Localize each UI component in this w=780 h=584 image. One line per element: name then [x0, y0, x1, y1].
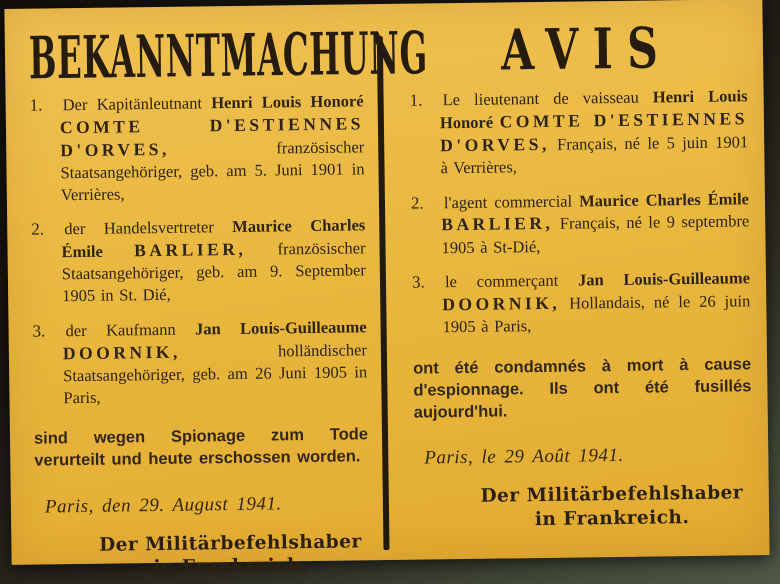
person-surname: COMTE D'ESTIENNES D'ORVES,	[440, 108, 749, 156]
item-lead: le commerçant	[444, 270, 579, 292]
item-details: französischer Staatsangehöriger, geb. am 5. Juni 1901 in Verrières,	[60, 137, 365, 204]
person-name: Henri Louis Honoré	[439, 86, 748, 133]
verdict-fr: ont été condamnés à mort à cause d'espionnage. Ils ont été fusillés aujourd'hui.	[413, 355, 752, 422]
signature-line2: in Frankreich.	[534, 507, 690, 531]
person-surname: COMTE D'ESTIENNES D'ORVES,	[59, 113, 365, 161]
signature-fr	[443, 481, 780, 533]
item-number: 2.	[31, 219, 45, 240]
dateline-de: Paris, den 29. August 1941.	[44, 493, 282, 518]
item-details: Hollandais, né le 26 juin 1905 à Paris,	[442, 291, 751, 337]
item-text	[60, 90, 365, 205]
decree-item-de-1	[30, 90, 365, 206]
person-name: Jan Louis-Guilleaume	[577, 268, 751, 290]
person-surname: BARLIER,	[134, 239, 247, 261]
verdict-de: sind wegen Spionage zum Tode verurteilt und heute erschossen worden.	[33, 425, 369, 470]
french-heading	[409, 14, 748, 83]
item-lead: Der Kapitänleutnant	[62, 93, 212, 115]
signature-line2: in Frankreich.	[153, 555, 309, 579]
decree-item-de-3	[32, 316, 367, 409]
german-heading-text: BEKANNTMACHUNG	[28, 18, 429, 93]
decree-item-fr-2	[411, 188, 750, 259]
item-details: französischer Staatsangehöriger, geb. am 9. September 1905 in St. Dié,	[61, 238, 366, 306]
item-lead: Le lieutenant de vaisseau	[442, 87, 653, 110]
poster-columns	[4, 0, 769, 579]
signature-de	[63, 530, 398, 582]
item-lead: der Kaufmann	[65, 319, 196, 341]
german-column	[4, 4, 429, 579]
item-number: 3.	[32, 321, 46, 341]
item-number: 1.	[409, 90, 423, 110]
execution-notice-poster	[4, 0, 769, 579]
german-heading	[28, 18, 429, 93]
signature-line1: Der Militärbefehlshaber	[99, 531, 362, 556]
person-name: Maurice Charles Émile	[579, 188, 750, 211]
item-text	[439, 85, 748, 179]
item-text	[62, 316, 367, 408]
person-name: Henri Louis Honoré	[211, 91, 364, 113]
decree-item-de-2	[31, 215, 366, 308]
item-details: holländischer Staatsangehöriger, geb. am 26 Juni 1905 in Paris,	[63, 339, 368, 407]
item-number: 1.	[29, 95, 43, 115]
dateline-fr: Paris, le 29 Août 1941.	[424, 445, 624, 469]
person-surname: BARLIER,	[441, 213, 554, 235]
item-number: 2.	[410, 193, 424, 213]
french-heading-text: AVIS	[500, 14, 673, 83]
item-details: Français, né le 5 juin 1901 à Verrières,	[440, 132, 749, 178]
item-number: 3.	[411, 272, 425, 293]
item-text	[61, 215, 366, 307]
item-lead: der Handelsvertreter	[64, 217, 233, 239]
decree-item-fr-1	[409, 85, 748, 179]
french-column	[382, 0, 769, 560]
item-text	[442, 268, 751, 339]
item-lead: l'agent commercial	[443, 191, 580, 212]
person-name: Jan Louis-Guilleaume	[194, 317, 367, 339]
signature-line1: Der Militärbefehlshaber	[480, 482, 744, 508]
item-text	[441, 188, 750, 259]
person-name: Maurice Charles Émile	[61, 215, 366, 262]
decree-item-fr-3	[412, 268, 751, 339]
item-details: Français, né le 9 septembre 1905 à St-Dié,	[441, 211, 750, 257]
person-surname: DOORNIK,	[62, 341, 181, 363]
person-surname: DOORNIK,	[442, 292, 561, 315]
